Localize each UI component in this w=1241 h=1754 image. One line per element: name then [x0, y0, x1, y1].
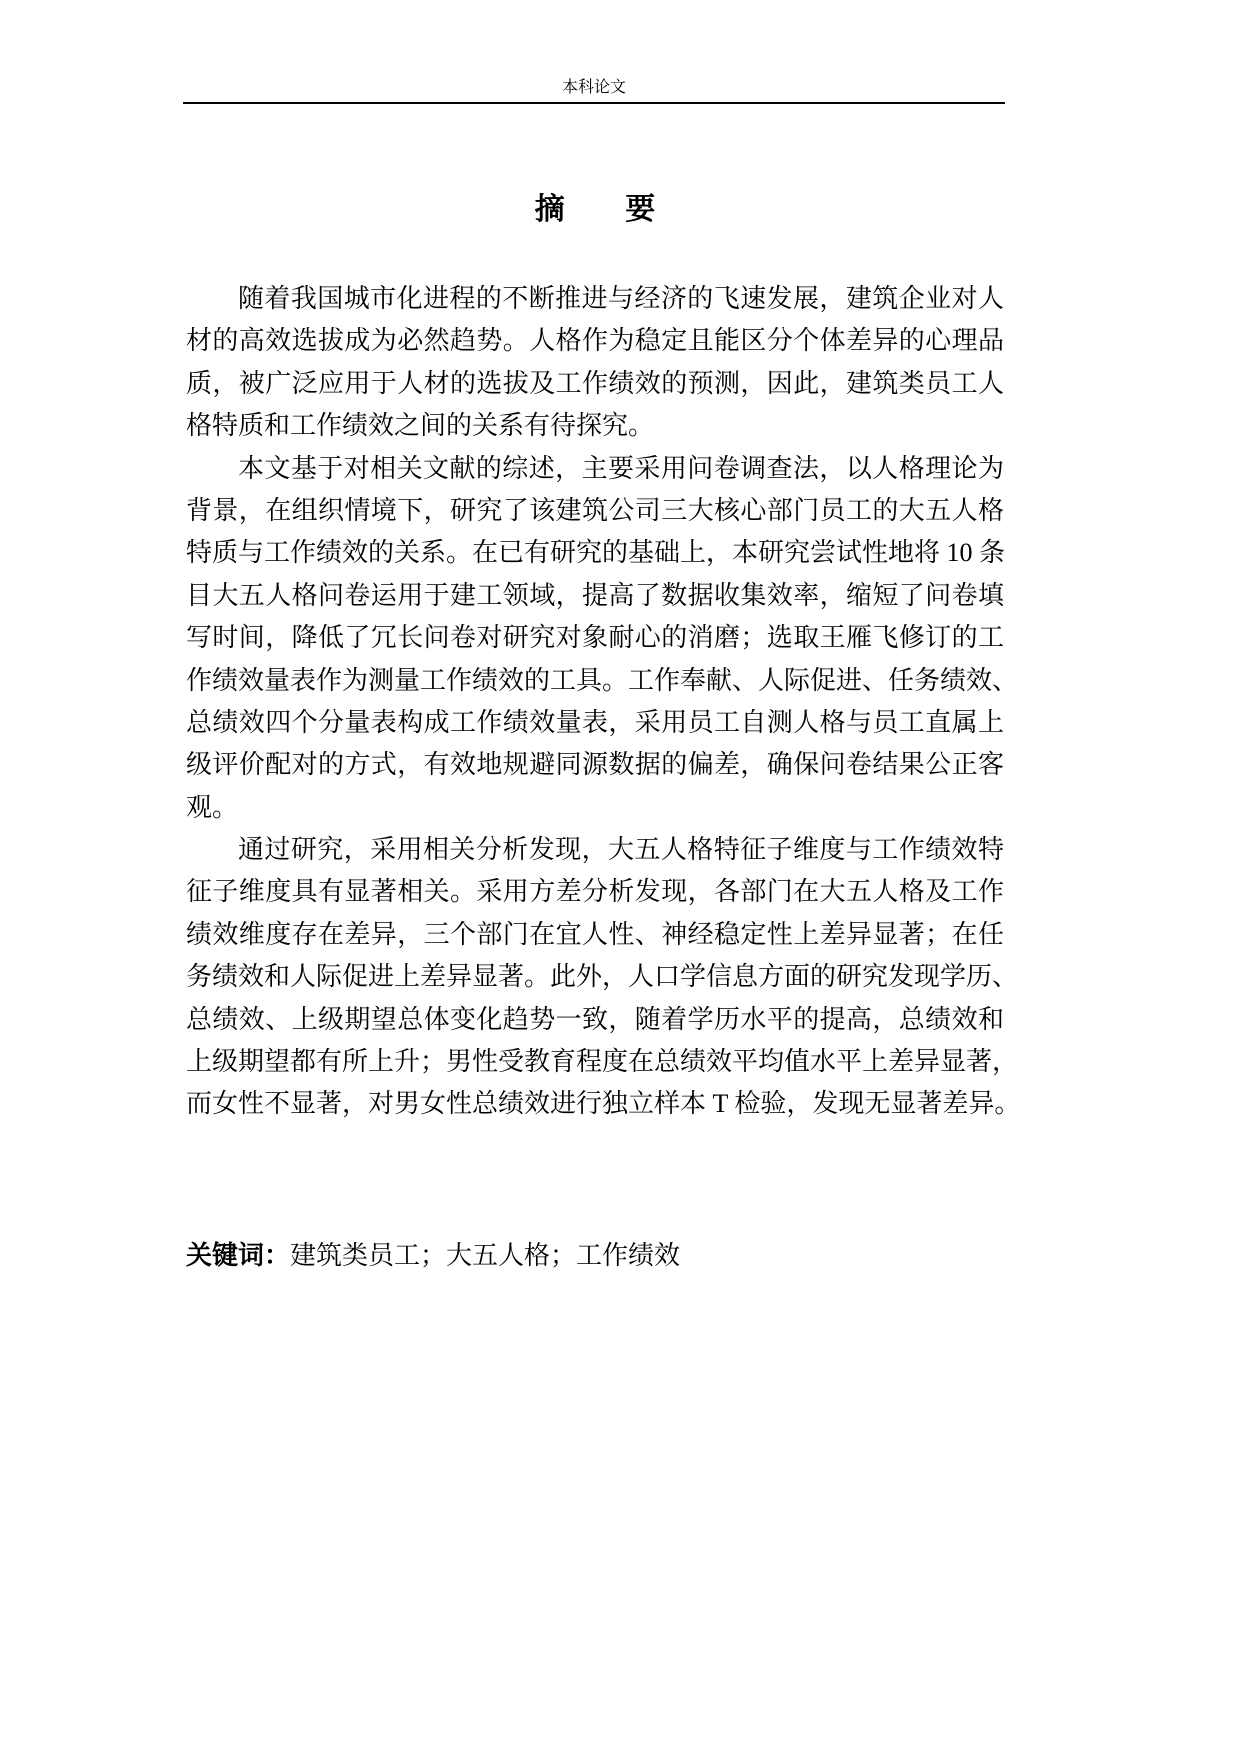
paragraph-line: 写时间，降低了冗长问卷对研究对象耐心的消磨；选取王雁飞修订的工: [186, 623, 1004, 653]
abstract-paragraph-2: [186, 448, 1019, 830]
header-rule: [183, 102, 1005, 104]
paragraph-line: 特质与工作绩效的关系。在已有研究的基础上，本研究尝试性地将 10 条: [186, 538, 1006, 568]
paragraph-line: 本文基于对相关文献的综述，主要采用问卷调查法，以人格理论为: [238, 453, 1004, 483]
abstract-title: 摘 要: [534, 192, 656, 227]
running-header: 本科论文: [561, 79, 626, 96]
paragraph-line: 作绩效量表作为测量工作绩效的工具。工作奉献、人际促进、任务绩效、: [186, 665, 1019, 695]
paragraph-line: 务绩效和人际促进上差异显著。此外，人口学信息方面的研究发现学历、: [186, 962, 1019, 992]
paragraph-line: 上级期望都有所上升；男性受教育程度在总绩效平均值水平上差异显著，: [186, 1047, 1019, 1077]
paragraph-line: 材的高效选拔成为必然趋势。人格作为稳定且能区分个体差异的心理品: [186, 326, 1004, 356]
paragraph-line: 总绩效、上级期望总体变化趋势一致，随着学历水平的提高，总绩效和: [186, 1004, 1004, 1034]
paragraph-line: 而女性不显著，对男女性总绩效进行独立样本 T 检验，发现无显著差异。: [186, 1089, 1021, 1119]
keywords: [186, 1235, 680, 1277]
paragraph-line: 总绩效四个分量表构成工作绩效量表，采用员工自测人格与员工直属上: [186, 707, 1004, 737]
paragraph-line: 随着我国城市化进程的不断推进与经济的飞速发展，建筑企业对人: [238, 284, 1004, 313]
paragraph-line: 绩效维度存在差异，三个部门在宜人性、神经稳定性上差异显著；在任: [186, 919, 1004, 949]
paragraph-line: 级评价配对的方式，有效地规避同源数据的偏差，确保问卷结果公正客: [186, 750, 1004, 780]
abstract-paragraph-1: [186, 278, 1004, 448]
paragraph-line: 目大五人格问卷运用于建工领域，提高了数据收集效率，缩短了问卷填: [186, 580, 1004, 610]
keywords-value: 建筑类员工；大五人格；工作绩效: [290, 1241, 681, 1270]
paragraph-line: 通过研究，采用相关分析发现，大五人格特征子维度与工作绩效特: [238, 835, 1004, 865]
paragraph-line: 格特质和工作绩效之间的关系有待探究。: [186, 411, 655, 441]
paragraph-line: 背景，在组织情境下，研究了该建筑公司三大核心部门员工的大五人格: [186, 495, 1004, 525]
paragraph-line: 质，被广泛应用于人材的选拔及工作绩效的预测，因此，建筑类员工人: [186, 368, 1004, 398]
abstract-body: [186, 278, 1021, 1126]
paragraph-line: 观。: [186, 792, 239, 822]
abstract-paragraph-3: [186, 829, 1021, 1126]
keywords-label: 关键词：: [186, 1241, 291, 1271]
paragraph-line: 征子维度具有显著相关。采用方差分析发现，各部门在大五人格及工作: [186, 877, 1004, 907]
